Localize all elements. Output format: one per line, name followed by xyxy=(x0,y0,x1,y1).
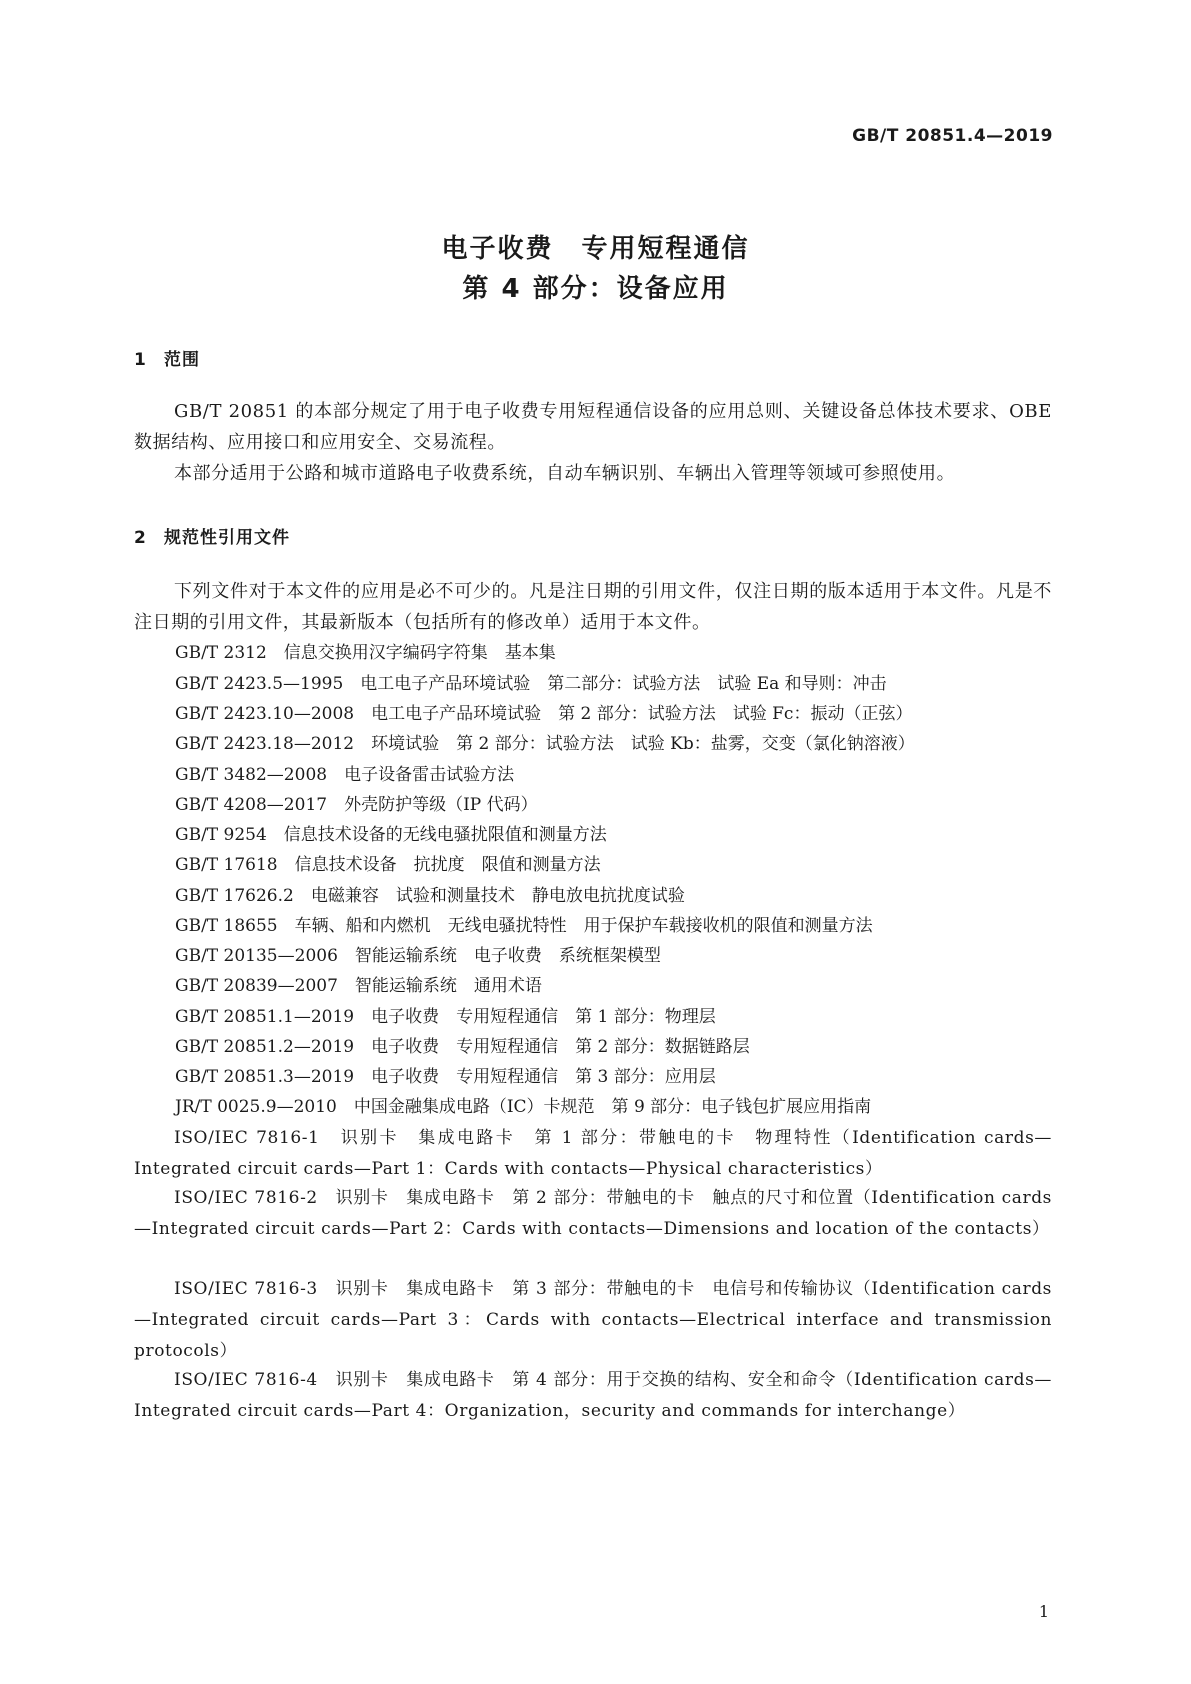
iso-reference-item: ISO/IEC 7816-2 识别卡 集成电路卡 第 2 部分：带触电的卡 触点的尺寸和位置（Identification cards—Integrated circuit cards—Part 2：Cards with contacts—Dimensions and location of the contacts） xyxy=(134,1188,1052,1239)
iso-reference-item: ISO/IEC 7816-3 识别卡 集成电路卡 第 3 部分：带触电的卡 电信号和传输协议（Identification cards—Integrated circuit cards—Part 3：Cards with contacts—Electrical interface and transmission protocols） xyxy=(134,1279,1052,1361)
reference-item: GB/T 17618 信息技术设备 抗扰度 限值和测量方法 xyxy=(175,855,601,875)
section-title: 范围 xyxy=(164,350,200,370)
reference-item: JR/T 0025.9—2010 中国金融集成电路（IC）卡规范 第 9 部分：电子钱包扩展应用指南 xyxy=(175,1097,872,1117)
reference-item: GB/T 20135—2006 智能运输系统 电子收费 系统框架模型 xyxy=(175,946,661,966)
reference-item: GB/T 2312 信息交换用汉字编码字符集 基本集 xyxy=(175,643,556,663)
section-1-paragraph-1: GB/T 20851 的本部分规定了用于电子收费专用短程通信设备的应用总则、关键设备总体技术要求、OBE 数据结构、应用接口和应用安全、交易流程。 xyxy=(134,401,1052,453)
reference-item: GB/T 2423.10—2008 电工电子产品环境试验 第 2 部分：试验方法 试验 Fc：振动（正弦） xyxy=(175,704,913,724)
iso-reference-item: ISO/IEC 7816-1 识别卡 集成电路卡 第 1 部分：带触电的卡 物理特性（Identification cards—Integrated circuit cards—Part 1：Cards with contacts—Physical characteristics） xyxy=(134,1128,1052,1179)
document-title-line2: 第 4 部分：设备应用 xyxy=(462,274,729,304)
reference-item: GB/T 20839—2007 智能运输系统 通用术语 xyxy=(175,976,542,996)
section-1-paragraph-2: 本部分适用于公路和城市道路电子收费系统，自动车辆识别、车辆出入管理等领域可参照使用。 xyxy=(174,463,956,484)
standard-code: GB/T 20851.4—2019 xyxy=(852,126,1053,146)
section-2-heading xyxy=(134,523,290,548)
reference-item: GB/T 20851.3—2019 电子收费 专用短程通信 第 3 部分：应用层 xyxy=(175,1067,716,1087)
reference-item: GB/T 9254 信息技术设备的无线电骚扰限值和测量方法 xyxy=(175,825,607,845)
reference-item: GB/T 17626.2 电磁兼容 试验和测量技术 静电放电抗扰度试验 xyxy=(175,886,685,906)
section-1-heading xyxy=(134,345,200,370)
document-title-line1: 电子收费 专用短程通信 xyxy=(441,234,750,264)
reference-item: GB/T 4208—2017 外壳防护等级（IP 代码） xyxy=(175,795,538,815)
reference-item: GB/T 20851.2—2019 电子收费 专用短程通信 第 2 部分：数据链路层 xyxy=(175,1037,750,1057)
reference-item: GB/T 18655 车辆、船和内燃机 无线电骚扰特性 用于保护车载接收机的限值和测量方法 xyxy=(175,916,873,936)
section-title: 规范性引用文件 xyxy=(164,528,290,548)
section-2-intro: 下列文件对于本文件的应用是必不可少的。凡是注日期的引用文件，仅注日期的版本适用于本文件。凡是不注日期的引用文件，其最新版本（包括所有的修改单）适用于本文件。 xyxy=(134,581,1052,633)
iso-reference-item: ISO/IEC 7816-4 识别卡 集成电路卡 第 4 部分：用于交换的结构、安全和命令（Identification cards—Integrated circuit cards—Part 4：Organization，security and commands for interchange） xyxy=(134,1370,1052,1421)
page-number: 1 xyxy=(1038,1602,1049,1621)
section-number: 2 xyxy=(134,528,147,548)
reference-item: GB/T 2423.18—2012 环境试验 第 2 部分：试验方法 试验 Kb：盐雾，交变（氯化钠溶液） xyxy=(175,734,915,754)
reference-item: GB/T 3482—2008 电子设备雷击试验方法 xyxy=(175,765,515,785)
reference-item: GB/T 20851.1—2019 电子收费 专用短程通信 第 1 部分：物理层 xyxy=(175,1007,716,1027)
section-number: 1 xyxy=(134,350,147,370)
reference-item: GB/T 2423.5—1995 电工电子产品环境试验 第二部分：试验方法 试验 Ea 和导则：冲击 xyxy=(175,674,887,694)
